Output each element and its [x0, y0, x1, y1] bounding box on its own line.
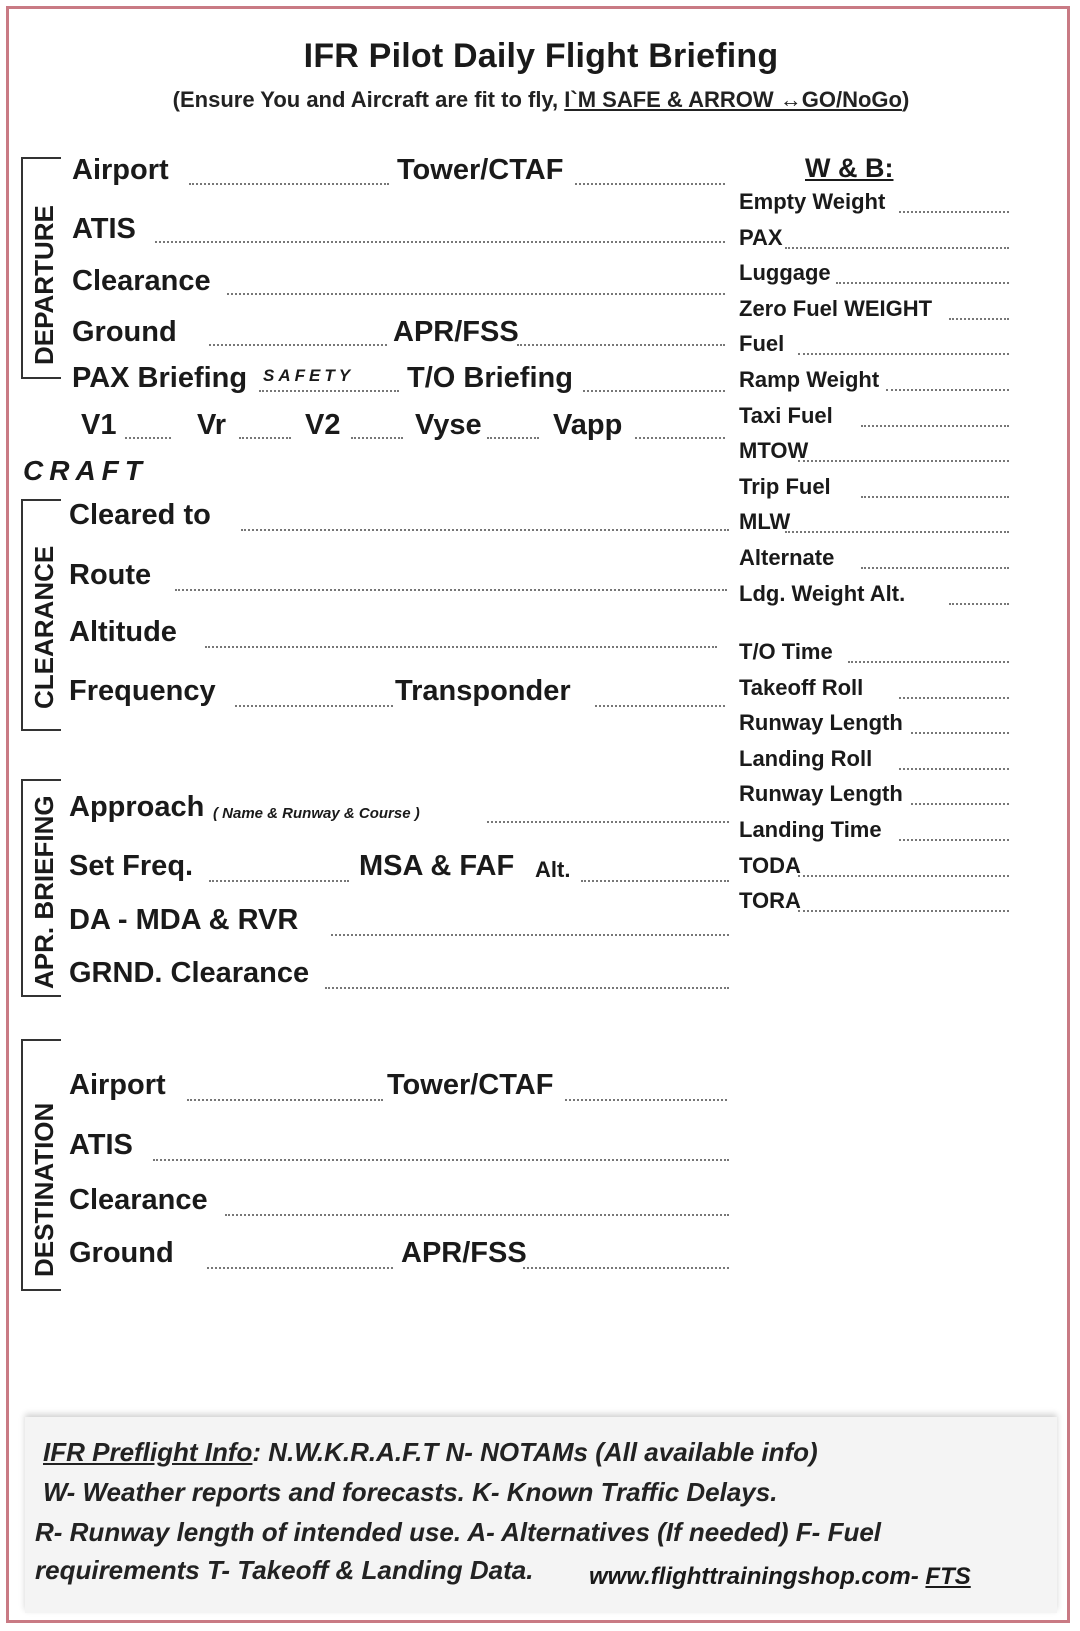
preflight-info-panel — [25, 1417, 1057, 1613]
wb-item-field[interactable] — [836, 282, 1009, 284]
departure-ground-field[interactable] — [209, 344, 387, 346]
destination-ground-label: Ground — [69, 1237, 174, 1269]
wb-item-field[interactable] — [798, 353, 1009, 355]
footer-url[interactable] — [589, 1563, 971, 1591]
wb-item-field[interactable] — [899, 211, 1009, 213]
wb-item-label: Fuel — [739, 331, 785, 357]
departure-airport-label: Airport — [72, 154, 169, 186]
performance-item-label: Takeoff Roll — [739, 674, 864, 700]
performance-item-field[interactable] — [798, 910, 1009, 912]
route-field[interactable] — [175, 589, 727, 591]
subtitle-prefix: (Ensure You and Aircraft are fit to fly, — [172, 87, 565, 112]
wb-item-label: Alternate — [739, 545, 835, 570]
departure-clearance-field[interactable] — [227, 293, 725, 295]
vyse-label: Vyse — [415, 409, 482, 441]
footer-line-1 — [43, 1437, 818, 1468]
wb-item-field[interactable] — [861, 567, 1009, 569]
performance-item-label: T/O Time — [739, 639, 833, 664]
destination-apr-fss-label: APR/FSS — [401, 1237, 527, 1269]
page-subtitle — [9, 87, 1073, 113]
footer-heading-rest: : N.W.K.R.A.F.T N- NOTAMs (All available info) — [252, 1437, 818, 1467]
v1-field[interactable] — [125, 437, 171, 439]
wb-item-field[interactable] — [949, 603, 1009, 605]
destination-ground-field[interactable] — [207, 1267, 393, 1269]
msa-faf-field[interactable] — [581, 880, 729, 882]
pax-briefing-label: PAX Briefing — [72, 362, 248, 394]
set-freq-label: Set Freq. — [69, 850, 194, 882]
vyse-field[interactable] — [487, 437, 539, 439]
wb-item-field[interactable] — [861, 496, 1009, 498]
departure-apr-fss-label: APR/FSS — [393, 316, 519, 348]
destination-apr-fss-field[interactable] — [523, 1267, 729, 1269]
set-freq-field[interactable] — [209, 880, 349, 882]
wb-item-label: Zero Fuel WEIGHT — [739, 295, 933, 321]
wb-item-label: Ldg. Weight Alt. — [739, 580, 906, 606]
departure-atis-label: ATIS — [72, 213, 136, 245]
performance-item-field[interactable] — [848, 661, 1009, 663]
destination-airport-label: Airport — [69, 1069, 166, 1101]
footer-url-tag: FTS — [925, 1563, 971, 1590]
wb-item-label: Luggage — [739, 260, 831, 286]
pax-briefing-field[interactable] — [259, 390, 399, 392]
wb-item-label: PAX — [739, 224, 783, 250]
vr-field[interactable] — [239, 437, 291, 439]
performance-item-label: TODA — [739, 852, 801, 878]
alt-label: Alt. — [535, 857, 571, 882]
frequency-label: Frequency — [69, 675, 216, 707]
wb-item-label: Ramp Weight — [739, 367, 880, 392]
destination-tower-label: Tower/CTAF — [387, 1069, 554, 1101]
altitude-label: Altitude — [69, 616, 177, 648]
performance-item-label: TORA — [739, 888, 801, 914]
destination-tower-field[interactable] — [565, 1099, 727, 1101]
craft-label: CRAFT — [23, 455, 148, 486]
footer-line-2: W- Weather reports and forecasts. K- Known Traffic Delays. — [43, 1477, 778, 1507]
destination-section-label: DESTINATION — [29, 1102, 59, 1277]
to-briefing-field[interactable] — [583, 390, 725, 392]
vapp-field[interactable] — [635, 437, 725, 439]
destination-clearance-field[interactable] — [225, 1214, 729, 1216]
performance-item-label: Runway Length — [739, 781, 903, 807]
wb-item-label: Taxi Fuel — [739, 402, 833, 428]
performance-item-label: Landing Time — [739, 817, 882, 842]
vr-label: Vr — [197, 409, 227, 441]
subtitle-suffix: ) — [901, 87, 910, 112]
approach-note: ( Name & Runway & Course ) — [213, 805, 420, 822]
v2-label: V2 — [305, 409, 341, 441]
vapp-label: Vapp — [553, 409, 623, 441]
wb-item-field[interactable] — [798, 460, 1009, 462]
approach-section-label: APR. BRIEFING — [29, 795, 59, 989]
wb-item-field[interactable] — [861, 425, 1009, 427]
approach-label: Approach — [69, 791, 205, 823]
wb-item-field[interactable] — [785, 247, 1009, 249]
wb-item-field[interactable] — [949, 318, 1009, 320]
departure-tower-label: Tower/CTAF — [397, 154, 564, 186]
to-briefing-label: T/O Briefing — [407, 362, 573, 394]
departure-apr-fss-field[interactable] — [517, 344, 725, 346]
performance-item-field[interactable] — [899, 768, 1009, 770]
da-mda-rvr-label: DA - MDA & RVR — [69, 904, 299, 936]
performance-item-field[interactable] — [911, 732, 1009, 734]
destination-clearance-label: Clearance — [69, 1184, 208, 1216]
msa-faf-label: MSA & FAF — [359, 850, 515, 882]
grnd-clearance-label: GRND. Clearance — [69, 957, 310, 989]
clearance-section-label: CLEARANCE — [29, 545, 59, 709]
departure-ground-label: Ground — [72, 316, 177, 348]
approach-field[interactable] — [487, 821, 729, 823]
da-mda-rvr-field[interactable] — [331, 934, 729, 936]
departure-clearance-label: Clearance — [72, 265, 211, 297]
departure-atis-field[interactable] — [155, 241, 725, 243]
performance-item-field[interactable] — [798, 875, 1009, 877]
footer-line-4: requirements T- Takeoff & Landing Data. — [35, 1555, 534, 1585]
destination-airport-field[interactable] — [187, 1099, 383, 1101]
v2-field[interactable] — [351, 437, 403, 439]
transponder-label: Transponder — [395, 675, 571, 707]
frequency-field[interactable] — [235, 705, 393, 707]
footer-line-3: R- Runway length of intended use. A- Alternatives (If needed) F- Fuel — [35, 1517, 882, 1547]
performance-item-label: Landing Roll — [739, 745, 873, 771]
briefing-card — [6, 6, 1070, 1623]
footer-heading: IFR Preflight Info — [43, 1437, 253, 1467]
performance-item-field[interactable] — [911, 803, 1009, 805]
grnd-clearance-field[interactable] — [325, 987, 729, 989]
performance-item-field[interactable] — [899, 697, 1009, 699]
page-title: IFR Pilot Daily Flight Briefing — [303, 37, 779, 75]
route-label: Route — [69, 559, 152, 591]
transponder-field[interactable] — [595, 705, 725, 707]
altitude-field[interactable] — [205, 646, 717, 648]
wb-item-field[interactable] — [785, 531, 1009, 533]
wb-item-label: Trip Fuel — [739, 473, 831, 499]
cleared-to-label: Cleared to — [69, 499, 211, 531]
v1-label: V1 — [81, 409, 117, 441]
wb-item-label: MTOW — [739, 438, 809, 464]
performance-item-label: Runway Length — [739, 710, 903, 736]
departure-section-label: DEPARTURE — [29, 205, 59, 365]
footer-url-text: www.flighttrainingshop.com- — [589, 1563, 926, 1590]
subtitle-link: I`M SAFE & ARROW ↔GO/NoGo — [564, 87, 902, 112]
performance-item-field[interactable] — [899, 839, 1009, 841]
wb-title: W & B: — [805, 153, 894, 183]
wb-item-field[interactable] — [886, 389, 1009, 391]
safety-note: SAFETY — [263, 366, 355, 385]
wb-item-label: MLW — [739, 509, 791, 535]
destination-atis-label: ATIS — [69, 1129, 133, 1161]
cleared-to-field[interactable] — [241, 529, 729, 531]
destination-atis-field[interactable] — [153, 1159, 729, 1161]
departure-tower-field[interactable] — [575, 183, 725, 185]
departure-airport-field[interactable] — [189, 183, 389, 185]
wb-item-label: Empty Weight — [739, 189, 886, 214]
